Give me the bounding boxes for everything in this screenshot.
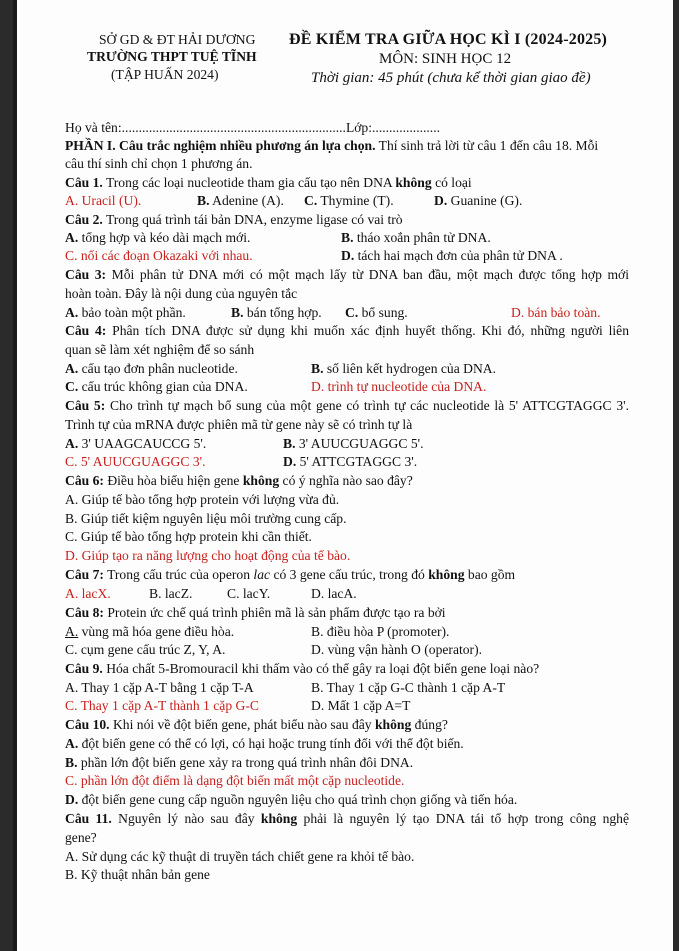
q7-operon-name: lac [253,567,271,582]
q2-option-c: C. nối các đoạn Okazaki với nhau. [65,248,253,263]
q9-option-a: A. Thay 1 cặp A-T bằng 1 cặp T-A [65,680,254,695]
question-7 [65,567,515,583]
exam-page [13,0,673,951]
q3-option-c: C. bổ sung. [345,305,408,320]
q1-option-a: A. Uracil (U). [65,193,142,208]
q1-text-end: có loại [435,175,472,190]
name-label: Họ và tên: [65,120,122,135]
q6-number: Câu 6: [65,473,104,488]
q3-text-cont: hoàn toàn. Đây là nội dung của nguyên tắc [65,286,298,301]
exam-time: Thời gian: 45 phút (chưa kể thời gian giao đề) [311,70,591,86]
q5-option-a: A. 3' UAAGCAUCCG 5'. [65,436,207,451]
q8-text: Protein ức chế quá trình phiên mã là sản phẩm được tạo ra bởi [107,605,446,620]
question-1 [65,175,472,191]
q4-option-a: A. cấu tạo đơn phân nucleotide. [65,361,238,376]
q6-option-b: B. Giúp tiết kiệm nguyên liệu môi trường cung cấp. [65,511,347,526]
question-9 [65,661,539,677]
part1-title: PHẦN I. Câu trắc nghiệm nhiều phương án lựa chọn. [65,138,376,153]
exam-subject: MÔN: SINH HỌC 12 [379,51,512,67]
header-note: (TẬP HUẤN 2024) [111,67,219,82]
class-label: Lớp: [345,120,373,135]
q4-option-b: B. số liên kết hydrogen của DNA. [311,361,497,376]
q1-text: Trong các loại nucleotide tham gia cấu tạo nên DNA [105,175,392,190]
part1-instruction-cont: câu thí sinh chỉ chọn 1 phương án. [65,156,253,171]
q7-keyword: không [428,567,465,582]
q10-option-a: A. đột biến gene có thể có lợi, có hại hoặc trung tính đối với thể đột biến. [65,736,464,751]
q11-option-a: A. Sử dụng các kỹ thuật di truyền tách chiết gene ra khỏi tế bào. [65,849,415,864]
question-10 [65,717,448,733]
q7-option-c: C. lacY. [227,586,271,601]
q7-text-end: bao gồm [467,567,516,582]
q1-option-c: C. Thymine (T). [304,193,394,208]
q7-text-mid: có 3 gene cấu trúc, trong đó [273,567,425,582]
exam-title: ĐỀ KIỂM TRA GIỮA HỌC KÌ I (2024-2025) [289,31,608,48]
question-6 [65,473,413,489]
header-school: TRƯỜNG THPT TUỆ TĨNH [87,49,257,64]
q9-number: Câu 9. [65,661,103,676]
q7-option-d: D. lacA. [311,586,357,601]
q4-text-cont: quan sẽ làm xét nghiệm để so sánh [65,342,255,357]
q6-option-c: C. Giúp tế bào tổng hợp protein khi cần thiết. [65,529,312,544]
q2-number: Câu 2. [65,212,103,227]
q5-text: Cho trình tự mạch bổ sung của một gene có trình tự các nucleotide là 5' ATTCGTAGGC 3'. [109,398,629,413]
q1-option-d: D. Guanine (G). [434,193,523,208]
header-dept: SỞ GD & ĐT HẢI DƯƠNG [99,32,256,47]
q6-text-end: có ý nghĩa nào sao đây? [282,473,413,488]
q5-option-c: C. 5' AUUCGUAGGC 3'. [65,454,206,469]
q11-text: Nguyên lý nào sau đây [118,811,255,826]
question-11 [65,811,629,827]
q3-option-b: B. bán tổng hợp. [231,305,322,320]
question-4 [65,323,629,339]
q9-option-d: D. Mất 1 cặp A=T [311,698,411,713]
q9-text: Hóa chất 5-Bromouracil khi thấm vào có thể gây ra loại đột biến gene loại nào? [106,661,540,676]
q3-text: Mỗi phân tử DNA mới có một mạch lấy từ DNA ban đầu, một mạch được tổng hợp mới [111,267,630,282]
q10-text-end: đúng? [414,717,448,732]
q8-option-d: D. vùng vận hành O (operator). [311,642,483,657]
q1-option-b: B. Adenine (A). [197,193,284,208]
q3-option-a: A. bảo toàn một phần. [65,305,186,320]
q2-option-a: A. tổng hợp và kéo dài mạch mới. [65,230,251,245]
q10-number: Câu 10. [65,717,110,732]
q2-text: Trong quá trình tái bản DNA, enzyme ligase có vai trò [105,212,403,227]
q9-option-b: B. Thay 1 cặp G-C thành 1 cặp A-T [311,680,506,695]
question-5 [65,398,629,414]
q5-text-cont: Trình tự của mRNA được phiên mã từ gene này sẽ có trình tự là [65,417,413,432]
name-field: .................................................................. [121,120,346,135]
q7-text: Trong cấu trúc của operon [107,567,251,582]
part1-instruction: Thí sinh trả lời từ câu 1 đến câu 18. Mỗi [378,138,599,153]
q5-option-d: D. 5' ATTCGTAGGC 3'. [283,454,418,469]
question-3 [65,267,629,283]
q10-option-c: C. phần lớn đột điểm là dạng đột biến mất một cặp nucleotide. [65,773,405,788]
q6-keyword: không [242,473,280,488]
q2-option-d: D. tách hai mạch đơn của phân tử DNA . [341,248,563,263]
q4-number: Câu 4: [65,323,107,338]
part1-heading [65,138,598,154]
q11-option-b: B. Kỹ thuật nhân bản gene [65,867,210,882]
q10-keyword: không [374,717,412,732]
question-2 [65,212,403,228]
student-info-line [65,120,440,136]
q4-option-d: D. trình tự nucleotide của DNA. [311,379,487,394]
q11-text-end: phải là nguyên lý tạo DNA tái tổ hợp trong công nghệ [303,811,629,826]
q5-option-b: B. 3' AUUCGUAGGC 5'. [283,436,424,451]
q8-number: Câu 8: [65,605,104,620]
q1-number: Câu 1. [65,175,103,190]
page-edge-shadow [13,0,17,951]
q6-option-d: D. Giúp tạo ra năng lượng cho hoạt động của tế bào. [65,548,351,563]
q2-option-b: B. tháo xoắn phân tử DNA. [341,230,491,245]
q6-option-a: A. Giúp tế bào tổng hợp protein với lượng vừa đủ. [65,492,340,507]
q3-number: Câu 3: [65,267,107,282]
q11-text-cont: gene? [65,830,97,845]
q10-option-b: B. phần lớn đột biến gene xảy ra trong quá trình nhân đôi DNA. [65,755,414,770]
q4-option-c: C. cấu trúc không gian của DNA. [65,379,248,394]
q11-number: Câu 11. [65,811,112,826]
class-field: .................... [372,120,440,135]
q11-keyword: không [260,811,298,826]
q8-option-a: A. vùng mã hóa gene điều hòa. [65,624,235,639]
q4-text: Phân tích DNA được sử dụng khi muốn xác định huyết thống. Khi đó, những người liên [112,323,629,338]
q10-text: Khi nói về đột biến gene, phát biểu nào sau đây [112,717,372,732]
q3-option-d: D. bán bảo toàn. [511,305,601,320]
q7-option-a: A. lacX. [65,586,111,601]
q5-number: Câu 5: [65,398,106,413]
q8-option-b: B. điều hòa P (promoter). [311,624,450,639]
q6-text: Điều hòa biểu hiện gene [107,473,240,488]
q9-option-c: C. Thay 1 cặp A-T thành 1 cặp G-C [65,698,259,713]
question-8 [65,605,446,621]
q7-option-b: B. lacZ. [149,586,193,601]
q8-option-c: C. cụm gene cấu trúc Z, Y, A. [65,642,226,657]
q10-option-d: D. đột biến gene cung cấp nguồn nguyên liệu cho quá trình chọn giống và tiến hóa. [65,792,518,807]
q1-keyword: không [395,175,432,190]
q7-number: Câu 7: [65,567,104,582]
